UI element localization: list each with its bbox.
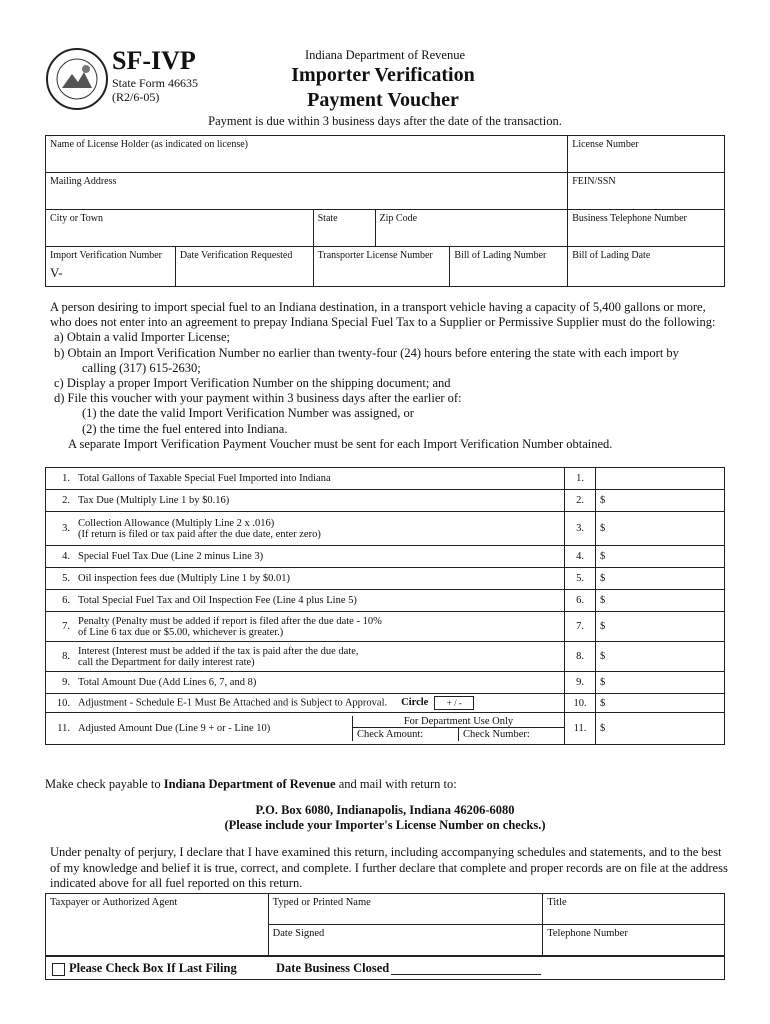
line-8-row <box>46 642 725 672</box>
line-ref: 1. <box>565 468 596 490</box>
line-description: Total Amount Due (Add Lines 6, 7, and 8) <box>74 672 565 694</box>
line-number: 2. <box>46 490 75 512</box>
line-5-amount-field[interactable]: $ <box>596 568 725 590</box>
line-1-amount-field[interactable] <box>596 468 725 490</box>
plus-minus-selector[interactable]: + / - <box>434 696 474 710</box>
date-business-closed-label: Date Business Closed <box>276 961 390 975</box>
state-field[interactable]: State <box>313 210 375 247</box>
line-ref: 9. <box>565 672 596 694</box>
line-8-amount-field[interactable]: $ <box>596 642 725 672</box>
line-3-row <box>46 512 725 546</box>
transporter-license-field[interactable]: Transporter License Number <box>313 247 450 287</box>
mailing-address-field[interactable]: Mailing Address <box>46 173 568 210</box>
circle-label: Circle <box>401 697 429 709</box>
date-business-closed-field[interactable] <box>391 974 541 975</box>
line-11-amount-field[interactable]: $ <box>596 713 725 745</box>
ivn-prefix: V- <box>50 265 63 280</box>
line-description: Special Fuel Tax Due (Line 2 minus Line 3) <box>74 546 565 568</box>
line-number: 4. <box>46 546 75 568</box>
license-number-field[interactable]: License Number <box>568 136 725 173</box>
business-phone-field[interactable]: Business Telephone Number <box>568 210 725 247</box>
line-description: Oil inspection fees due (Multiply Line 1 by $0.01) <box>74 568 565 590</box>
line-ref: 3. <box>565 512 596 546</box>
name-of-license-holder-field[interactable]: Name of License Holder (as indicated on license) <box>46 136 568 173</box>
due-notice: Payment is due within 3 business days after the date of the transaction. <box>208 114 562 128</box>
line-2-amount-field[interactable]: $ <box>596 490 725 512</box>
mailing-instructions: Make check payable to Indiana Department of Revenue and mail with return to: <box>45 777 457 791</box>
line-ref: 2. <box>565 490 596 512</box>
state-form-number: State Form 46635 <box>112 76 198 90</box>
zip-code-field[interactable]: Zip Code <box>375 210 568 247</box>
line-4-row <box>46 546 725 568</box>
line-ref: 8. <box>565 642 596 672</box>
date-signed-field[interactable]: Date Signed <box>268 925 543 956</box>
signature-table <box>45 893 725 956</box>
line-7-row <box>46 612 725 642</box>
printed-name-field[interactable]: Typed or Printed Name <box>268 894 543 925</box>
line-11-row <box>46 713 725 745</box>
line-number: 9. <box>46 672 75 694</box>
line-description: Tax Due (Multiply Line 1 by $0.16) <box>74 490 565 512</box>
check-amount-field[interactable]: Check Amount: <box>353 728 459 741</box>
line-9-amount-field[interactable]: $ <box>596 672 725 694</box>
taxpayer-signature-field[interactable]: Taxpayer or Authorized Agent <box>46 894 269 956</box>
line-ref: 7. <box>565 612 596 642</box>
revision-date: (R2/6-05) <box>112 90 160 104</box>
line-number: 6. <box>46 590 75 612</box>
import-verification-number-field[interactable]: Import Verification Number V- <box>46 247 176 287</box>
line-description: Total Special Fuel Tax and Oil Inspection Fee (Line 4 plus Line 5) <box>74 590 565 612</box>
footer-row <box>45 956 725 980</box>
payee-name: Indiana Department of Revenue <box>163 777 336 791</box>
line-ref: 10. <box>565 694 596 713</box>
line-description: Collection Allowance (Multiply Line 2 x .016) (If return is filed or tax paid after the due date, enter zero) <box>74 512 565 546</box>
form-title-line1: Importer Verification <box>291 64 475 86</box>
check-number-field[interactable]: Check Number: <box>463 729 530 740</box>
line-ref: 4. <box>565 546 596 568</box>
check-note: (Please include your Importer's License Number on checks.) <box>224 818 546 832</box>
instructions: A person desiring to import special fuel to an Indiana destination, in a transport vehicle having a capacity of 5,400 gallons or more, who does not enter into an agreement to prepay Indiana Special Fuel Tax to a Supplier or Permissive Supplier must do the following: a) Obtain a valid Importer License; b) Obtain an Import Verification Number no earlier than twenty-four (24) hours before entering the state with each import by calling (317) 615-2630; c) Display a proper Import Verification Number on the shipping document; and d) File this voucher with your payment within 3 business days after the earlier of: (1) the date the valid Import Verification Number was assigned, or (2) the time the fuel entered into Indiana. A separate Import Verification Payment Voucher must be sent for each Import Verification Number obtained. <box>50 300 716 451</box>
po-box-address: P.O. Box 6080, Indianapolis, Indiana 46206-6080 <box>255 803 515 817</box>
line-6-amount-field[interactable]: $ <box>596 590 725 612</box>
line-ref: 5. <box>565 568 596 590</box>
line-10-row <box>46 694 725 713</box>
line-5-row <box>46 568 725 590</box>
last-filing-option[interactable]: Please Check Box If Last Filing <box>52 961 237 976</box>
title-field[interactable]: Title <box>543 894 725 925</box>
line-2-row <box>46 490 725 512</box>
city-field[interactable]: City or Town <box>46 210 314 247</box>
line-description: Adjusted Amount Due (Line 9 + or - Line 10) For Department Use Only Check Amount: Check Number: <box>74 713 565 745</box>
line-4-amount-field[interactable]: $ <box>596 546 725 568</box>
date-verification-requested-field[interactable]: Date Verification Requested <box>175 247 313 287</box>
form-title-line2: Payment Voucher <box>307 89 459 111</box>
line-description: Total Gallons of Taxable Special Fuel Imported into Indiana <box>74 468 565 490</box>
line-description: Adjustment - Schedule E-1 Must Be Attached and is Subject to Approval. Circle + / - <box>74 694 565 713</box>
last-filing-checkbox[interactable] <box>52 963 65 976</box>
form-id: SF-IVP <box>112 46 196 75</box>
line-description: Penalty (Penalty must be added if report is filed after the due date - 10% of Line 6 tax due or $5.00, whichever is greater.) <box>74 612 565 642</box>
line-7-amount-field[interactable]: $ <box>596 612 725 642</box>
line-number: 10. <box>46 694 75 713</box>
taxpayer-info-table <box>45 135 725 287</box>
line-number: 1. <box>46 468 75 490</box>
line-ref: 6. <box>565 590 596 612</box>
line-number: 7. <box>46 612 75 642</box>
line-3-amount-field[interactable]: $ <box>596 512 725 546</box>
line-number: 3. <box>46 512 75 546</box>
line-number: 5. <box>46 568 75 590</box>
line-6-row <box>46 590 725 612</box>
computation-lines-table <box>45 467 725 745</box>
perjury-statement: Under penalty of perjury, I declare that I have examined this return, including accompanying schedules and statements, and to the best of my knowledge and belief it is true, correct, and complete. I further declare that complete and proper records are on file at the address indicated above for all fuel reported on this return. <box>50 845 728 890</box>
line-description: Interest (Interest must be added if the tax is paid after the due date, call the Department for daily interest rate) <box>74 642 565 672</box>
line-number: 8. <box>46 642 75 672</box>
line-10-amount-field[interactable]: $ <box>596 694 725 713</box>
bill-of-lading-number-field[interactable]: Bill of Lading Number <box>450 247 568 287</box>
bill-of-lading-date-field[interactable]: Bill of Lading Date <box>568 247 725 287</box>
department-use-box: For Department Use Only Check Amount: Check Number: <box>352 716 564 741</box>
line-9-row <box>46 672 725 694</box>
department-name: Indiana Department of Revenue <box>304 48 465 62</box>
line-1-row <box>46 468 725 490</box>
fein-ssn-field[interactable]: FEIN/SSN <box>568 173 725 210</box>
line-ref: 11. <box>565 713 596 745</box>
line-number: 11. <box>46 713 75 745</box>
telephone-number-field[interactable]: Telephone Number <box>543 925 725 956</box>
